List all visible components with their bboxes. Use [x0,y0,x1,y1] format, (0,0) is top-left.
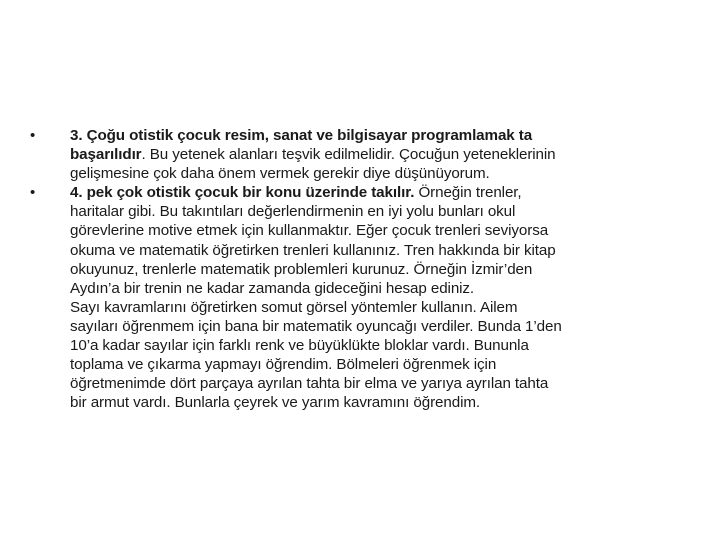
body-text: bir armut vardı. Bunlarla çeyrek ve yarım kavramını öğrendim. [70,394,481,412]
body-text: toplama ve çıkarma yapmayı öğrendim. Bölmeleri öğrenmek için [70,356,497,374]
text-line [70,164,690,183]
body-text: haritalar gibi. Bu takıntıları değerlendirmenin en iyi yolu bunları okul [70,203,516,221]
body-text: 10’a kadar sayılar için farklı renk ve büyüklükte bloklar vardı. Bununla [70,337,529,355]
text-line [70,393,690,412]
text-line [70,298,690,317]
slide-body [30,126,690,412]
text-line [70,183,690,202]
text-line [70,336,690,355]
body-text: Sayı kavramlarını öğretirken somut görsel yöntemler kullanın. Ailem [70,298,518,316]
body-text: görevlerine motive etmek için kullanmaktır. Eğer çocuk trenleri seviyorsa [70,222,549,240]
bullet-icon: • [30,127,36,144]
bullet-item [30,126,690,183]
text-line [70,221,690,240]
body-text: okuyunuz, trenlerle matematik problemleri kurunuz. Örneğin İzmir’den [70,260,533,278]
bold-text: 4. pek çok otistik çocuk bir konu üzerinde takılır. [70,184,415,202]
text-line [70,355,690,374]
body-text: öğretmenimde dört parçaya ayrılan tahta bir elma ve yarıya ayrılan tahta [70,375,549,393]
bold-text: başarılıdır [70,146,142,164]
body-text: gelişmesine çok daha önem vermek gerekir diye düşünüyorum. [70,165,490,183]
bullet-icon: • [30,184,36,202]
text-line [70,145,690,164]
body-text: Örneğin trenler, [414,184,522,202]
body-text: sayıları öğrenmem için bana bir matematik oyuncağı verdiler. Bunda 1’den [70,317,562,335]
text-line [70,317,690,336]
body-text: . Bu yetenek alanları teşvik edilmelidir. Çocuğun yeteneklerinin [141,146,556,164]
text-line [70,374,690,393]
text-line [70,260,690,279]
body-text: Aydın’a bir trenin ne kadar zamanda gideceğini hesap ediniz. [70,279,475,297]
text-line [70,202,690,221]
body-text: okuma ve matematik öğretirken trenleri kullanınız. Tren hakkında bir kitap [70,241,556,259]
text-line [70,241,690,260]
text-line [70,279,690,298]
text-line [70,126,690,145]
bold-text: 3. Çoğu otistik çocuk resim, sanat ve bilgisayar programlamak ta [70,127,533,144]
bullet-item [30,183,690,412]
